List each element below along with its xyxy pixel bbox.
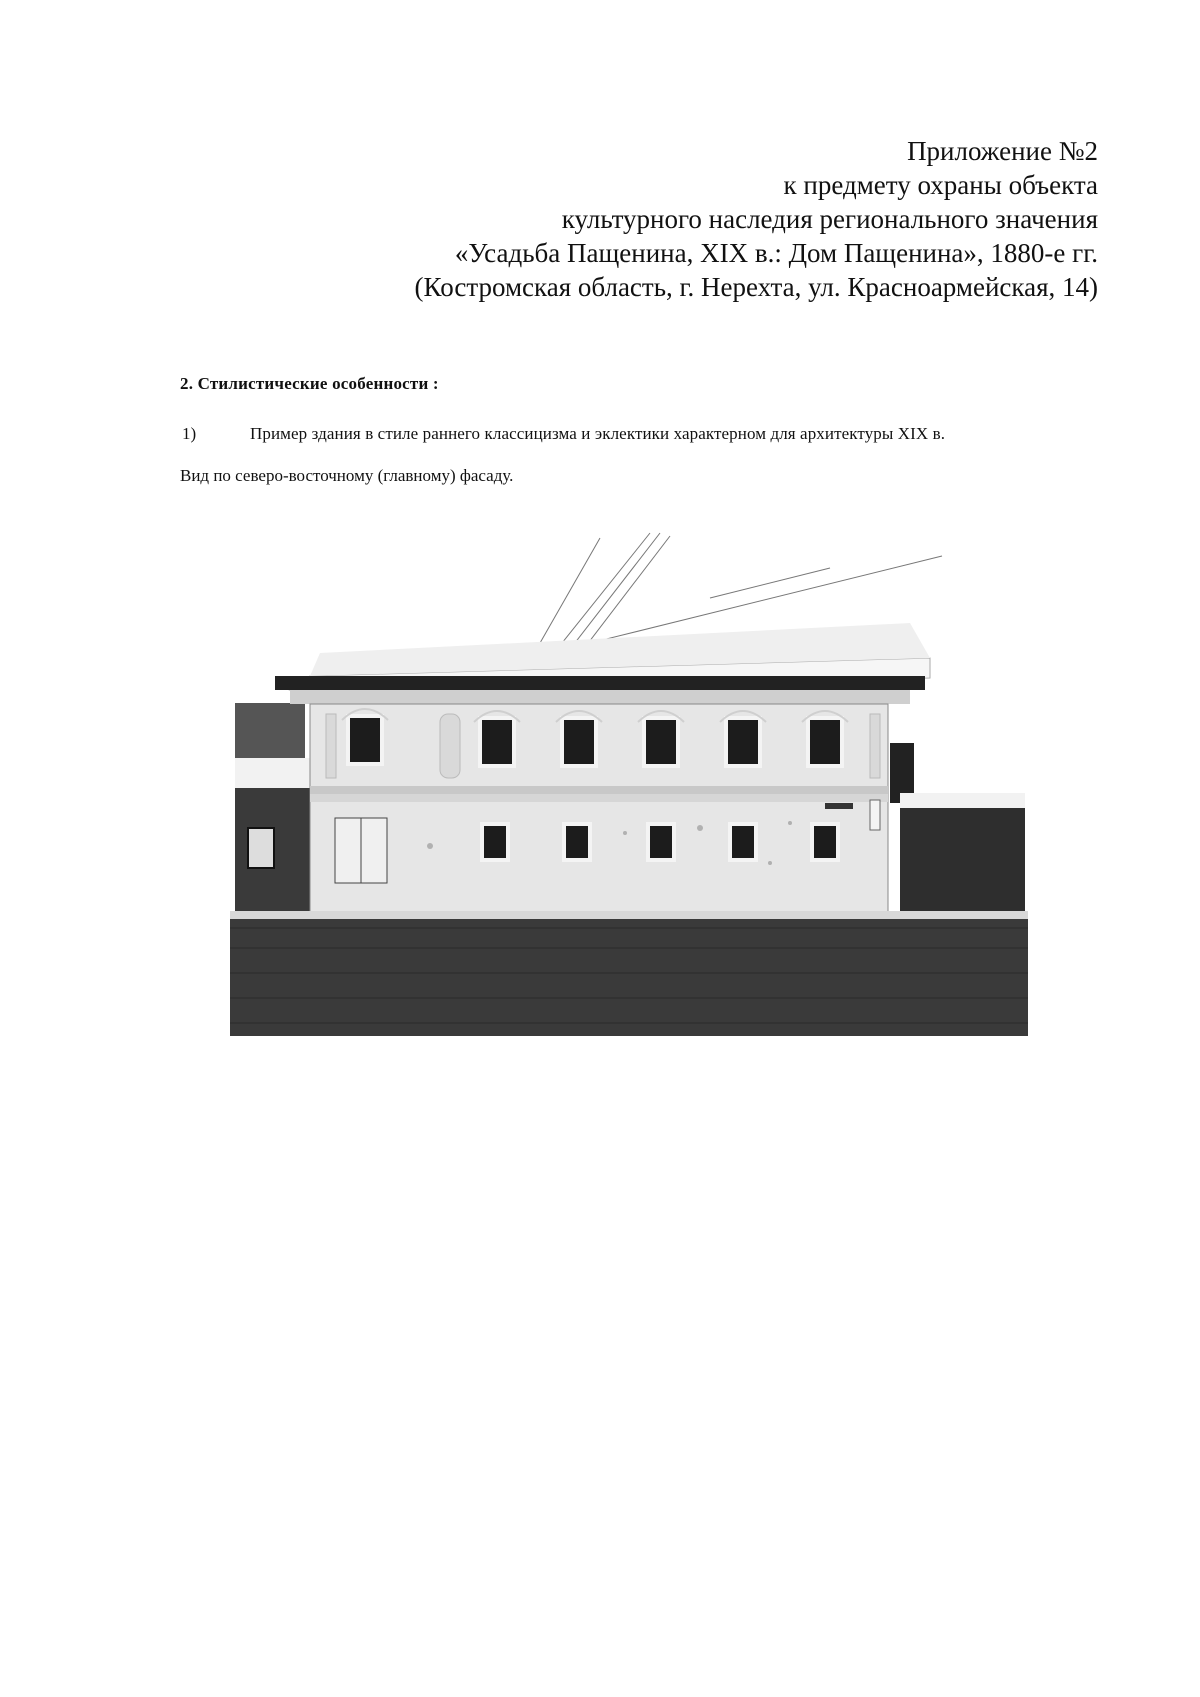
plaque [870, 800, 880, 830]
appendix-title: Приложение №2 [907, 136, 1098, 166]
list-item-text: Пример здания в стиле раннего классицизма и эклектики характерном для архитектуры XIX в. [250, 424, 946, 443]
cornice [275, 676, 925, 690]
header-line-3: культурного наследия регионального значения [561, 204, 1098, 234]
appendix-header [198, 134, 1098, 304]
list-item-number: 1) [182, 424, 197, 443]
header-line-2: к предмету охраны объекта [783, 170, 1098, 200]
section-heading: 2. Стилистические особенности : [180, 374, 439, 393]
road [230, 919, 1028, 1036]
sidewalk [230, 911, 1028, 919]
facade-wall [310, 704, 888, 914]
header-line-5: (Костромская область, г. Нерехта, ул. Красноармейская, 14) [414, 272, 1098, 302]
building-facade-photo [230, 528, 1028, 1036]
header-line-4: «Усадьба Пащенина, XIX в.: Дом Пащенина», 1880-е гг. [454, 238, 1098, 268]
street-sign [825, 803, 853, 809]
list-item-continuation: Вид по северо-восточному (главному) фасаду. [180, 466, 514, 485]
neighbour-house-right [900, 808, 1025, 913]
